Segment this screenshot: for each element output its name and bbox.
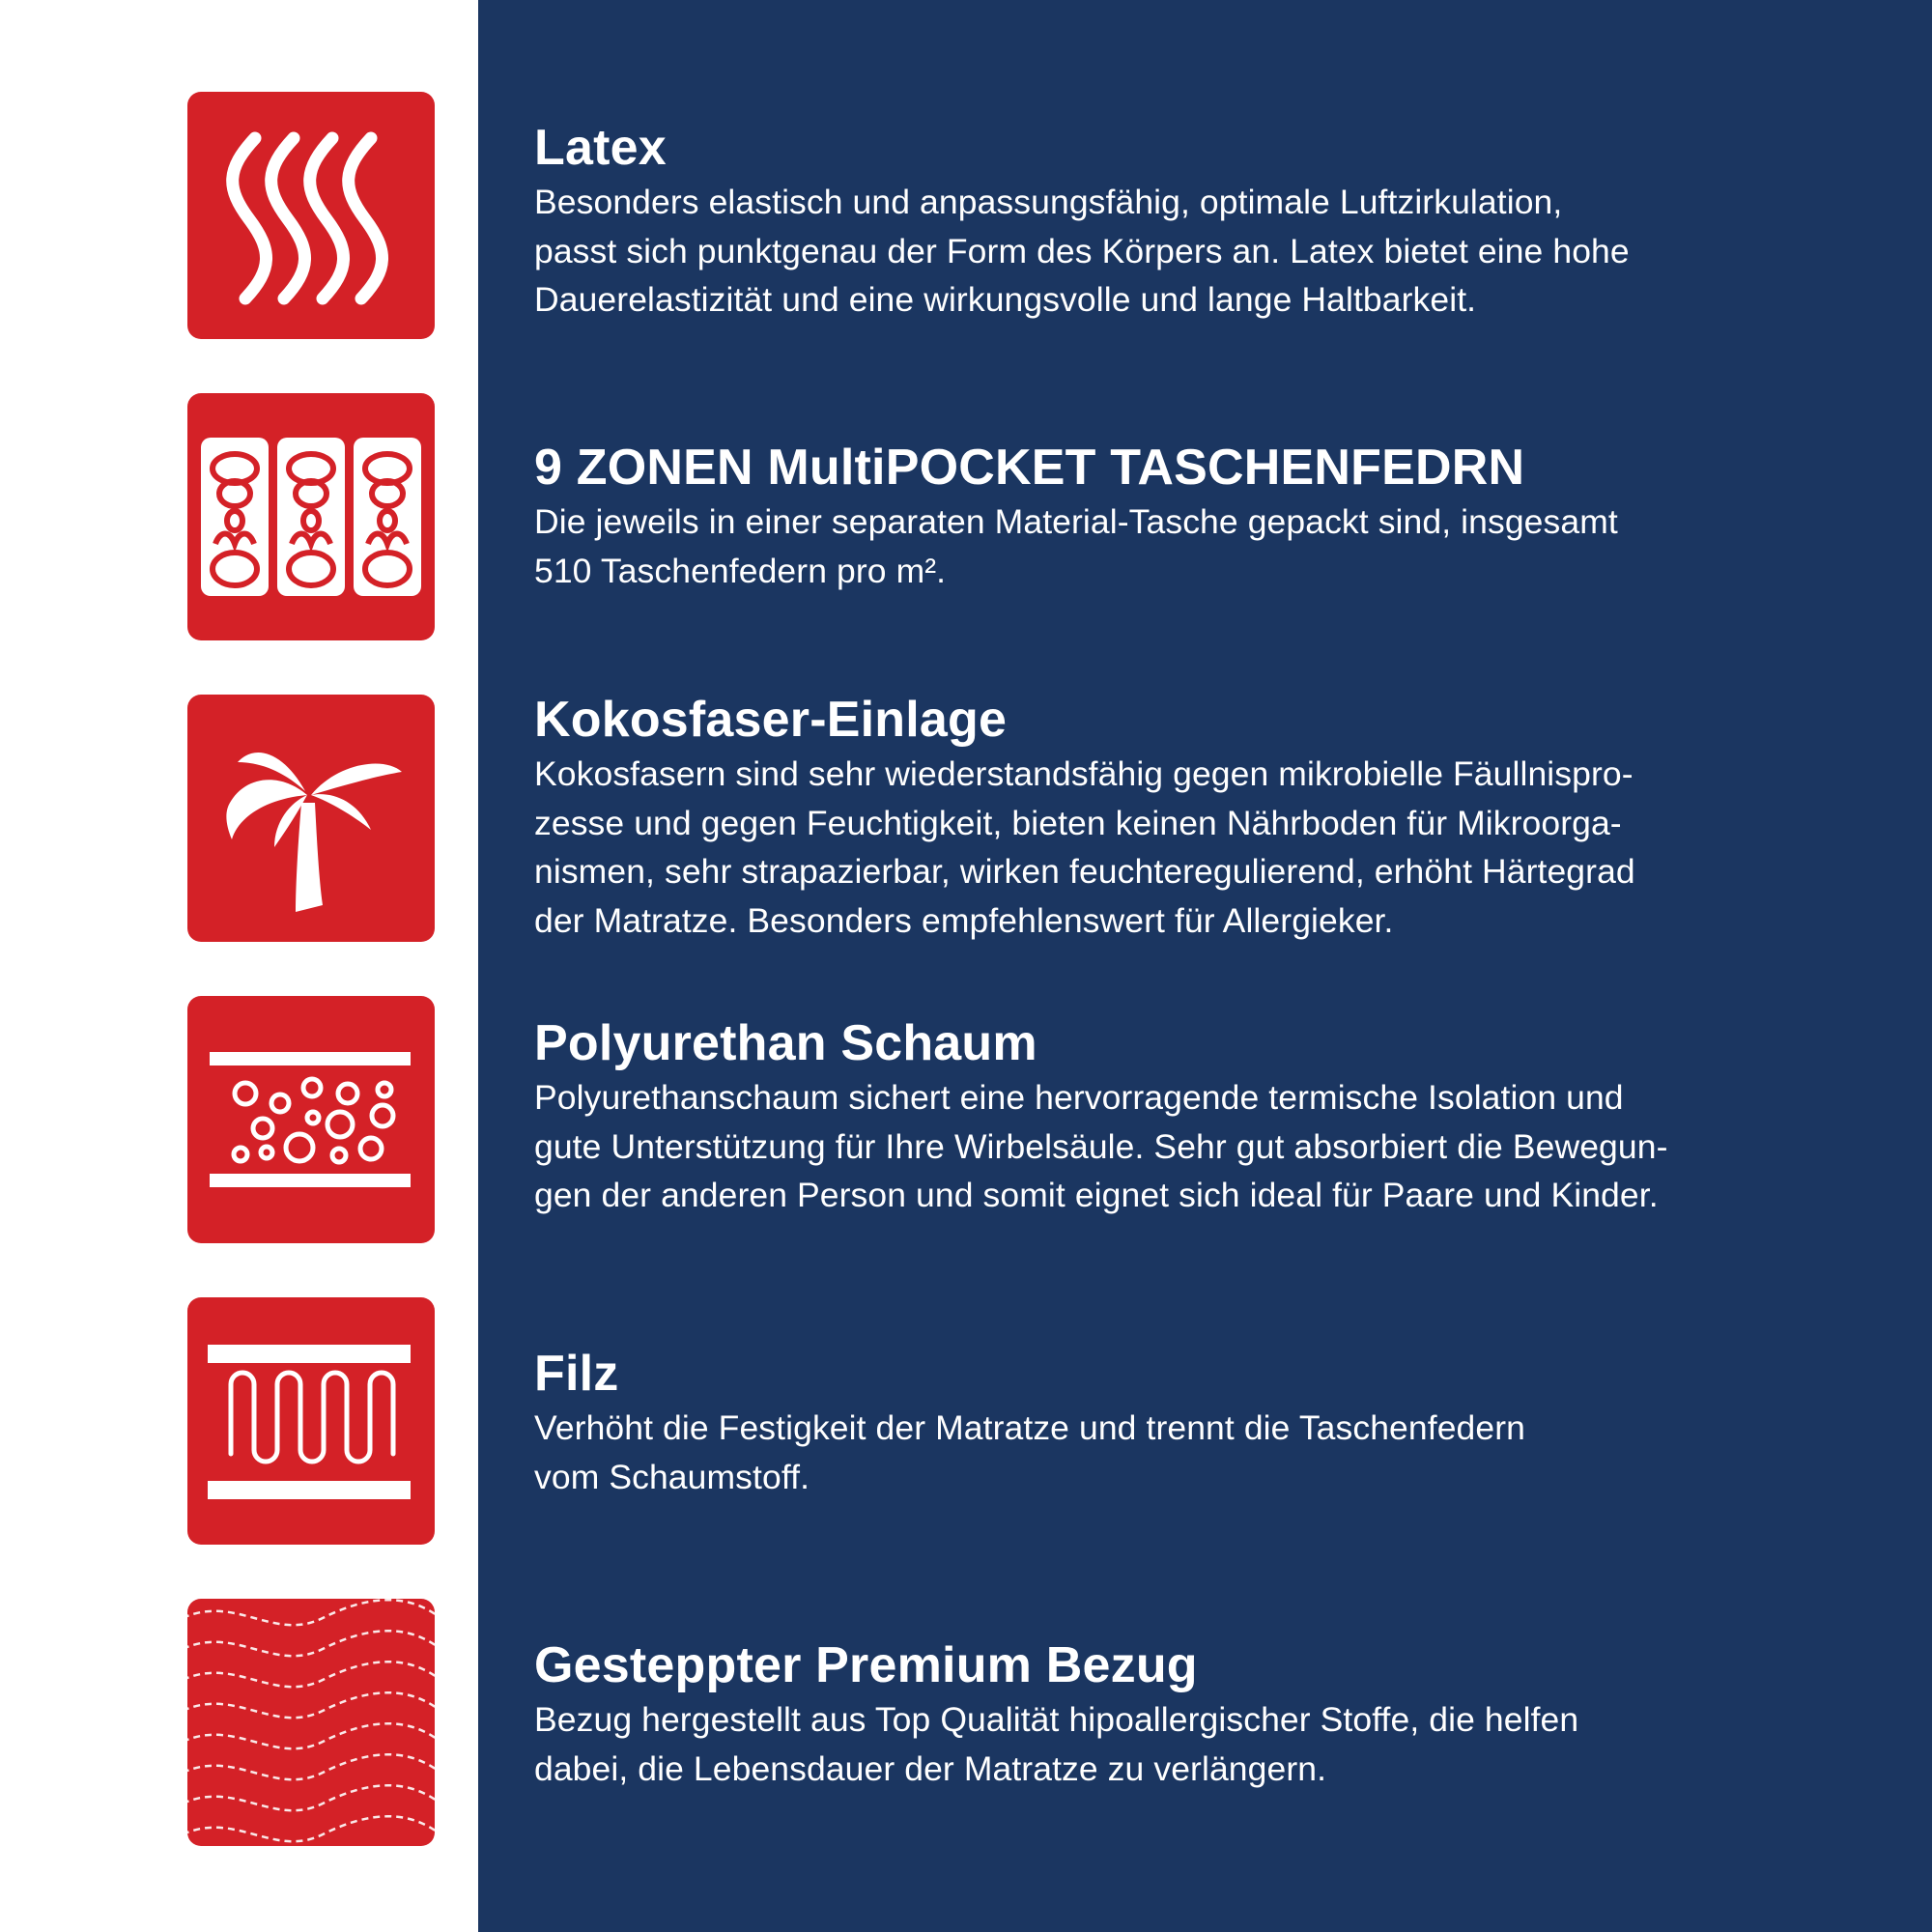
description-line: Besonders elastisch und anpassungsfähig, optimale Luftzirkulation, <box>534 183 1563 221</box>
icon-tile-coconut <box>187 695 435 942</box>
description-line: Dauerelastizität und eine wirkungsvolle und lange Haltbarkeit. <box>534 280 1477 319</box>
feature-description <box>534 1073 1887 1220</box>
description-line: nismen, sehr strapazierbar, wirken feuchteregulierend, erhöht Härtegrad <box>534 852 1635 891</box>
description-line: gen der anderen Person und somit eignet sich ideal für Paare und Kinder. <box>534 1176 1659 1214</box>
description-line: gute Unterstützung für Ihre Wirbelsäule. Sehr gut absorbiert die Bewegun- <box>534 1126 1668 1166</box>
description-line: Die jeweils in einer separaten Material-Tasche gepackt sind, insgesamt <box>534 502 1618 541</box>
feature-title: Gesteppter Premium Bezug <box>534 1637 1198 1693</box>
feature-latex <box>534 118 1887 325</box>
foam-bubbles-icon <box>187 996 435 1243</box>
icon-tile-cover <box>187 1599 435 1846</box>
felt-layer-icon <box>187 1297 435 1545</box>
description-line: der Matratze. Besonders empfehlenswert für Allergieker. <box>534 900 1394 940</box>
description-line: Verhöht die Festigkeit der Matratze und trennt die Taschenfedern <box>534 1408 1526 1447</box>
description-line: Polyurethanschaum sichert eine hervorragende termische Isolation und <box>534 1078 1624 1117</box>
description-line: vom Schaumstoff. <box>534 1457 810 1496</box>
feature-title: Polyurethan Schaum <box>534 1015 1037 1071</box>
feature-description <box>534 750 1887 945</box>
feature-title: Latex <box>534 120 667 176</box>
feature-title: Kokosfaser-Einlage <box>534 692 1008 748</box>
description-line: Bezug hergestellt aus Top Qualität hipoallergischer Stoffe, die helfen <box>534 1700 1579 1739</box>
feature-description <box>534 178 1887 325</box>
feature-title: 9 ZONEN MultiPOCKET TASCHENFEDRN <box>534 440 1525 496</box>
feature-description <box>534 1695 1887 1793</box>
icon-tile-latex <box>187 92 435 339</box>
heat-waves-icon <box>187 92 435 339</box>
description-line: passt sich punktgenau der Form des Körpers an. Latex bietet eine hohe <box>534 231 1630 270</box>
feature-cover <box>534 1635 1887 1793</box>
description-line: dabei, die Lebensdauer der Matratze zu verlängern. <box>534 1748 1327 1788</box>
quilted-cover-icon <box>187 1599 435 1846</box>
icon-tile-foam <box>187 996 435 1243</box>
feature-felt <box>534 1344 1887 1501</box>
icon-tile-felt <box>187 1297 435 1545</box>
feature-coconut <box>534 690 1887 945</box>
feature-foam <box>534 1013 1887 1220</box>
feature-description <box>534 1404 1887 1501</box>
description-line: Kokosfasern sind sehr wiederstandsfähig gegen mikrobielle Fäullnispro- <box>534 754 1634 793</box>
pocket-springs-icon <box>187 393 435 640</box>
description-line: zesse und gegen Feuchtigkeit, bieten keinen Nährboden für Mikroorga- <box>534 803 1622 842</box>
feature-pocket-springs <box>534 438 1887 595</box>
description-line: 510 Taschenfedern pro m². <box>534 551 947 590</box>
feature-description <box>534 497 1887 595</box>
feature-title: Filz <box>534 1346 619 1402</box>
palm-tree-icon <box>187 695 435 942</box>
icon-tile-pocket-springs <box>187 393 435 640</box>
